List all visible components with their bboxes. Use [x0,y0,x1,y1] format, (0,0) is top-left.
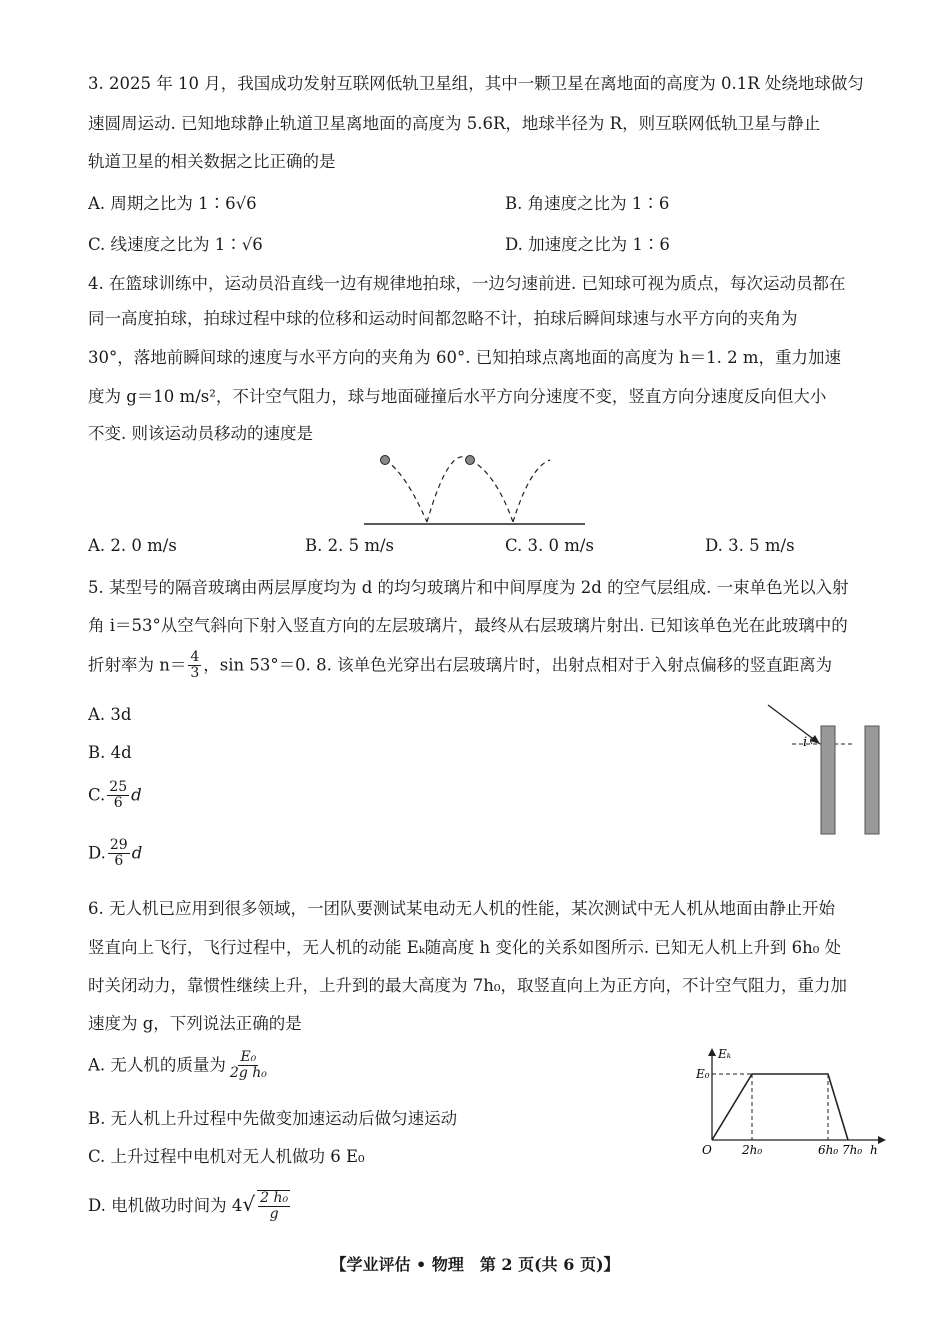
ball-start [381,456,390,465]
fraction-numerator: 29 [109,837,128,853]
sqrt-icon: √ [242,1191,256,1216]
x-axis-arrow-icon [878,1136,886,1144]
ball-second [466,456,475,465]
option-c-prefix: C. [88,785,106,805]
option-a-fraction [228,1050,269,1082]
x-axis-label: h [870,1143,878,1157]
left-glass-pane [821,726,835,834]
ek-height-graph [696,1042,890,1160]
fraction-numerator: E₀ [240,1049,257,1065]
right-glass-pane [865,726,879,834]
q5-line-3 [88,650,832,682]
angle-label: i [803,735,808,750]
q4-line-4: 度为 g＝10 m/s²，不计空气阻力，球与地面碰撞后水平方向分速度不变，竖直方向分速度反向但大小 [88,387,827,406]
q5-line-2: 角 i＝53°从空气斜向下射入竖直方向的左层玻璃片，最终从右层玻璃片射出. 已知该单色光在此玻璃中的 [88,616,848,635]
q4-option-c: C. 3. 0 m/s [505,536,594,555]
option-a-prefix: A. 无人机的质量为 [88,1055,226,1075]
q3-option-c: C. 线速度之比为 1∶√6 [88,235,263,254]
q4-option-d: D. 3. 5 m/s [705,536,795,555]
q4-option-a: A. 2. 0 m/s [88,536,177,555]
fraction-denominator: 3 [190,665,200,682]
option-d-fraction [108,838,130,870]
refractive-index-prefix: 折射率为 n＝ [88,655,187,675]
q6-line-2: 竖直向上飞行，飞行过程中，无人机的动能 Eₖ随高度 h 变化的关系如图所示. 已知无人机上升到 6h₀ 处 [88,938,842,957]
q5-option-a: A. 3d [88,705,132,724]
q6-option-b: B. 无人机上升过程中先做变加速运动后做匀速运动 [88,1109,458,1128]
q4-line-1: 4. 在篮球训练中，运动员沿直线一边有规律地拍球，一边匀速前进. 已知球可视为质点，每次运动员都在 [88,274,846,293]
q3-line-1: 3. 2025 年 10 月，我国成功发射互联网低轨卫星组，其中一颗卫星在离地面的高度为 0.1R 处绕地球做匀 [88,74,864,93]
fraction-numerator: 25 [109,779,128,795]
trajectory-1 [385,460,427,522]
q6-option-c: C. 上升过程中电机对无人机做功 6 E₀ [88,1147,365,1166]
refractive-index-fraction [188,650,201,682]
basketball-bounce-figure [360,452,590,530]
q3-option-d: D. 加速度之比为 1∶6 [505,235,670,254]
trajectory-3 [470,460,513,522]
x-tick-7h0: 7h₀ [842,1143,863,1157]
option-c-fraction [107,780,129,812]
fraction-denominator: 6 [114,853,124,870]
y-axis-label: Eₖ [718,1047,732,1061]
q5-option-c [88,780,142,812]
q6-line-3: 时关闭动力，靠惯性继续上升，上升到的最大高度为 7h₀，取竖直向上为正方向，不计空气阻力，重力加 [88,976,847,995]
q5-line-3-rest: ，sin 53°＝0. 8. 该单色光穿出右层玻璃片时，出射点相对于入射点偏移的竖直距离为 [203,655,833,675]
page-footer: 【学业评估 • 物理 第 2 页(共 6 页)】 [330,1255,620,1274]
fraction-numerator: 4 [190,649,200,665]
option-d-suffix: d [131,843,143,863]
q3-option-b: B. 角速度之比为 1∶6 [505,194,670,213]
q4-option-b: B. 2. 5 m/s [305,536,395,555]
q6-line-1: 6. 无人机已应用到很多领域，一团队要测试某电动无人机的性能，某次测试中无人机从地面由静止开始 [88,899,835,918]
q3-option-a: A. 周期之比为 1∶6√6 [88,194,257,213]
fraction-denominator: 2g h₀ [229,1065,267,1082]
y-tick-e0: E₀ [696,1067,710,1081]
q3-line-2: 速圆周运动. 已知地球静止轨道卫星离地面的高度为 5.6R，地球半径为 R，则互联网低轨卫星与静止 [88,114,821,133]
trajectory-4 [513,460,550,522]
y-axis-arrow-icon [708,1048,716,1056]
q5-line-1: 5. 某型号的隔音玻璃由两层厚度均为 d 的均匀玻璃片和中间厚度为 2d 的空气层组成. 一束单色光以入射 [88,578,849,597]
x-tick-2h0: 2h₀ [742,1143,763,1157]
fraction-denominator: 6 [113,795,123,812]
x-tick-6h0: 6h₀ [818,1143,839,1157]
q4-line-5: 不变. 则该运动员移动的速度是 [88,424,313,443]
q6-line-4: 速度为 g，下列说法正确的是 [88,1014,302,1033]
q6-option-a [88,1050,271,1082]
q4-line-3: 30°，落地前瞬间球的速度与水平方向的夹角为 60°. 已知拍球点离地面的高度为 h＝1. 2 m，重力加速 [88,348,841,367]
trajectory-2 [427,457,470,522]
fraction-numerator: 2 h₀ [260,1190,289,1206]
option-d-prefix: D. 电机做功时间为 4 [88,1195,243,1215]
q5-option-b: B. 4d [88,743,132,762]
option-d-prefix: D. [88,843,106,863]
origin-label: O [702,1143,712,1157]
q4-line-2: 同一高度拍球，拍球过程中球的位移和运动时间都忽略不计，拍球后瞬间球速与水平方向的夹角为 [88,309,798,328]
option-c-suffix: d [131,785,142,805]
incident-ray [768,705,820,744]
fraction-denominator: g [269,1206,279,1223]
q6-option-d [88,1190,292,1223]
glass-panel-figure [760,700,890,840]
option-d-sqrt-fraction [257,1190,290,1223]
q5-option-d [88,838,142,870]
q3-line-3: 轨道卫星的相关数据之比正确的是 [88,152,336,171]
